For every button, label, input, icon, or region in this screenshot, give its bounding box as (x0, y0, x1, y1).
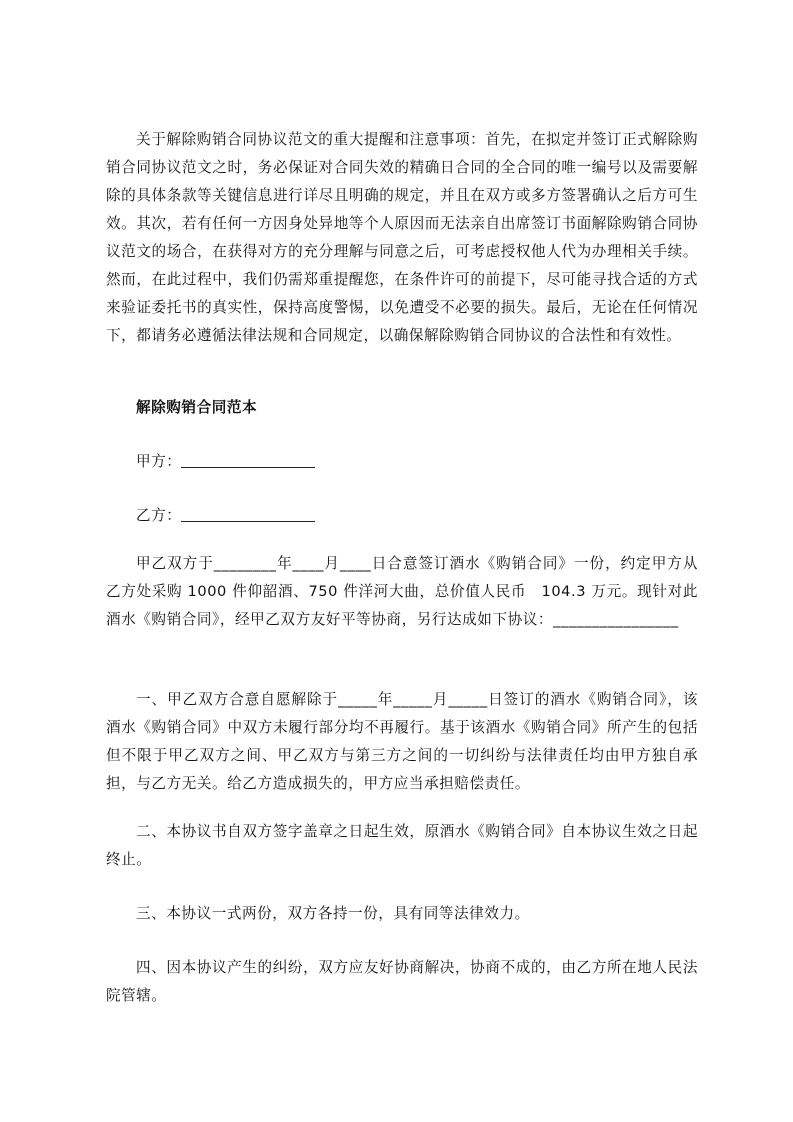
clause-4-paragraph: 四、因本协议产生的纠纷，双方应友好协商解决，协商不成的，由乙方所在地人民法院管辖。 (106, 959, 698, 1004)
clause-3-paragraph: 三、本协议一式两份，双方各持一份，具有同等法律效力。 (136, 905, 530, 922)
document-title: 解除购销合同范本 (136, 399, 258, 416)
preamble-paragraph: 甲乙双方于________年____月____日合意签订酒水《购销合同》一份，约定甲方从乙方处采购 1000 件仰韶酒、750 件洋河大曲，总价值人民币 104.3 万元。现针对此酒水《购销合同》，经甲乙双方友好平等协商，另行达成如下协议：________________ (106, 555, 698, 628)
party-a-label: 甲方： (136, 453, 182, 470)
party-a-line (136, 448, 315, 476)
clause-2-paragraph: 二、本协议书自双方签字盖章之日起生效，原酒水《购销合同》自本协议生效之日起终止。 (106, 823, 698, 868)
party-b-blank[interactable] (181, 505, 315, 522)
intro-paragraph: 关于解除购销合同协议范文的重大提醒和注意事项：首先，在拟定并签订正式解除购销合同协议范文之时，务必保证对合同失效的精确日合同的全合同的唯一编号以及需要解除的具体条款等关键信息进行详尽且明确的规定，并且在双方或多方签署确认之后方可生效。其次，若有任何一方因身处异地等个人原因而无法亲自出席签订书面解除购销合同协议范文的场合，在获得对方的充分理解与同意之后，可考虑授权他人代为办理相关手续。然而，在此过程中，我们仍需郑重提醒您，在条件许可的前提下，尽可能寻找合适的方式来验证委托书的真实性，保持高度警惕，以免遭受不必要的损失。最后，无论在任何情况下，都请务必遵循法律法规和合同规定，以确保解除购销合同协议的合法性和有效性。 (106, 131, 698, 344)
party-b-label: 乙方： (136, 507, 182, 524)
party-a-blank[interactable] (181, 451, 315, 468)
clause-1-paragraph: 一、甲乙双方合意自愿解除于_____年_____月_____日签订的酒水《购销合同》，该酒水《购销合同》中双方未履行部分均不再履行。基于该酒水《购销合同》所产生的包括但不限于甲乙双方之间、甲乙双方与第三方之间的一切纠纷与法律责任均由甲方独自承担，与乙方无关。给乙方造成损失的，甲方应当承担赔偿责任。 (106, 691, 698, 792)
party-b-line (136, 502, 315, 530)
